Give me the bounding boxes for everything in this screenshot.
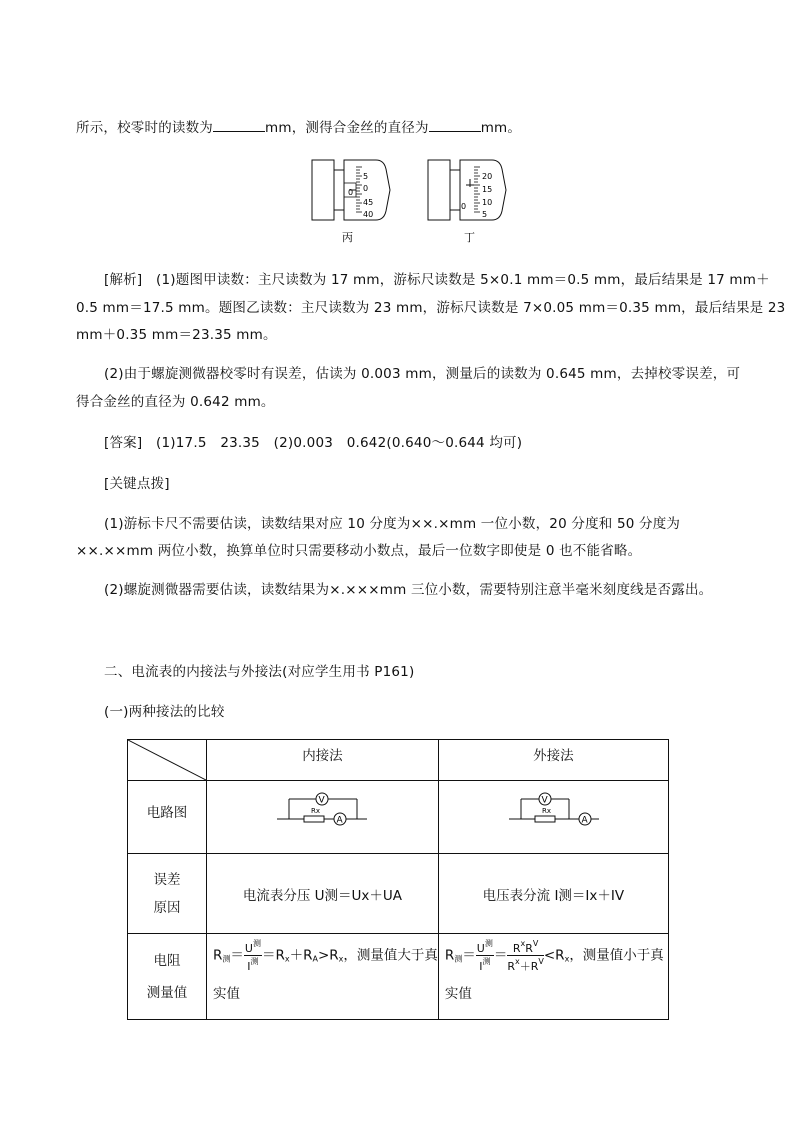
right-scale-5: 5 bbox=[482, 210, 488, 219]
right-scale-20: 20 bbox=[482, 172, 493, 181]
diagonal-line bbox=[128, 740, 206, 780]
measure-label-1: 电阻 bbox=[153, 952, 181, 969]
measure-label-2: 测量值 bbox=[146, 984, 188, 1001]
blank-1 bbox=[213, 119, 265, 132]
left-scale-45: 45 bbox=[363, 198, 374, 207]
header-outer: 外接法 bbox=[438, 740, 668, 781]
left-caption: 丙 bbox=[342, 231, 353, 244]
circuit-outer bbox=[438, 781, 668, 854]
intro-line bbox=[76, 116, 521, 136]
keypoints-line-3: (2)螺旋测微器需要估读，读数结果为×.×××mm 三位小数，需要特别注意半毫米刻度线是否露出。 bbox=[104, 582, 713, 598]
measure-inner-tail: ，测量值大于真 bbox=[343, 947, 438, 964]
intro-text-mid: mm，测得合金丝的直径为 bbox=[265, 120, 429, 136]
left-scale-5: 5 bbox=[363, 172, 369, 181]
circuit-inner-diagram bbox=[207, 781, 436, 853]
left-scale-0: 0 bbox=[363, 184, 369, 193]
analysis-line-2: 0.5 mm＝17.5 mm。题图乙读数：主尺读数为 23 mm，游标尺读数是 7×0.05 mm＝0.35 mm，最后结果是 23 bbox=[76, 300, 786, 316]
left-scale-40: 40 bbox=[363, 210, 374, 219]
intro-text-post: mm。 bbox=[480, 120, 522, 136]
circuit-inner bbox=[207, 781, 439, 854]
analysis-line-5: 得合金丝的直径为 0.642 mm。 bbox=[76, 394, 275, 410]
error-label-1: 误差 bbox=[153, 871, 181, 888]
measure-inner bbox=[207, 934, 439, 1020]
keypoints-line-2: ××.××mm 两位小数，换算单位时只需要移动小数点，最后一位数字即使是 0 也不能省略。 bbox=[76, 543, 642, 559]
keypoints-title: [关键点拨] bbox=[104, 476, 170, 492]
right-caption: 丁 bbox=[464, 231, 475, 244]
micrometer-figures bbox=[300, 155, 520, 247]
row-label-measure bbox=[128, 934, 207, 1020]
voltmeter-symbol: V bbox=[541, 795, 548, 806]
right-scale-15: 15 bbox=[482, 185, 493, 194]
resistor-label: Rx bbox=[311, 807, 321, 815]
ammeter-symbol: A bbox=[581, 815, 588, 826]
circuit-outer-diagram bbox=[439, 781, 668, 853]
corner-cell bbox=[128, 740, 207, 781]
comparison-table bbox=[127, 739, 669, 1020]
measure-outer-formula: $R_测=$ $\frac{U^测}{I^测}$ ＝ $\frac{R^xR^V}{R^x+R^V}$ $<R_x$，测量值小于真 bbox=[444, 939, 664, 973]
right-scale-10: 10 bbox=[482, 198, 493, 207]
error-outer: 电压表分流 I测＝Ix＋IV bbox=[438, 854, 668, 934]
resistor-label: Rx bbox=[541, 807, 551, 815]
analysis-line-1: [解析] (1)题图甲读数：主尺读数为 17 mm，游标尺读数是 5×0.1 mm＝0.5 mm，最后结果是 17 mm＋ bbox=[104, 272, 770, 288]
left-zero-label: 0 bbox=[348, 188, 354, 197]
analysis-line-4: (2)由于螺旋测微器校零时有误差，估读为 0.003 mm，测量后的读数为 0.645 mm，去掉校零误差，可 bbox=[104, 366, 741, 382]
right-zero-label: 0 bbox=[461, 202, 467, 211]
blank-2 bbox=[429, 119, 481, 132]
row-label-circuit: 电路图 bbox=[128, 781, 207, 854]
answer-line: [答案] (1)17.5 23.35 (2)0.003 0.642(0.640～0.644 均可) bbox=[104, 435, 523, 451]
section-title: 二、电流表的内接法与外接法(对应学生用书 P161) bbox=[104, 664, 415, 680]
section-subtitle: (一)两种接法的比较 bbox=[104, 704, 225, 720]
measure-inner-formula: $R_测=$ $\frac{U^测}{I^测}$ $=R_x+R_A>R_x$，测量值大于真 bbox=[213, 939, 438, 973]
measure-outer bbox=[438, 934, 668, 1020]
intro-text: 所示，校零时的读数为 bbox=[76, 120, 213, 136]
error-inner: 电流表分压 U测＝Ux＋UA bbox=[207, 854, 439, 934]
header-inner: 内接法 bbox=[207, 740, 439, 781]
micrometer-right bbox=[428, 160, 506, 244]
row-label-error bbox=[128, 854, 207, 934]
error-label-2: 原因 bbox=[153, 899, 181, 916]
keypoints-line-1: (1)游标卡尺不需要估读，读数结果对应 10 分度为××.×mm 一位小数，20 分度和 50 分度为 bbox=[104, 516, 681, 532]
measure-outer-tail2: 实值 bbox=[444, 985, 472, 1002]
analysis-line-3: mm＋0.35 mm＝23.35 mm。 bbox=[76, 327, 277, 343]
ammeter-symbol: A bbox=[336, 815, 343, 826]
voltmeter-symbol: V bbox=[318, 795, 325, 806]
micrometer-left bbox=[312, 160, 390, 244]
measure-inner-tail2: 实值 bbox=[213, 985, 240, 1002]
measure-outer-tail: ，测量值小于真 bbox=[569, 947, 664, 964]
